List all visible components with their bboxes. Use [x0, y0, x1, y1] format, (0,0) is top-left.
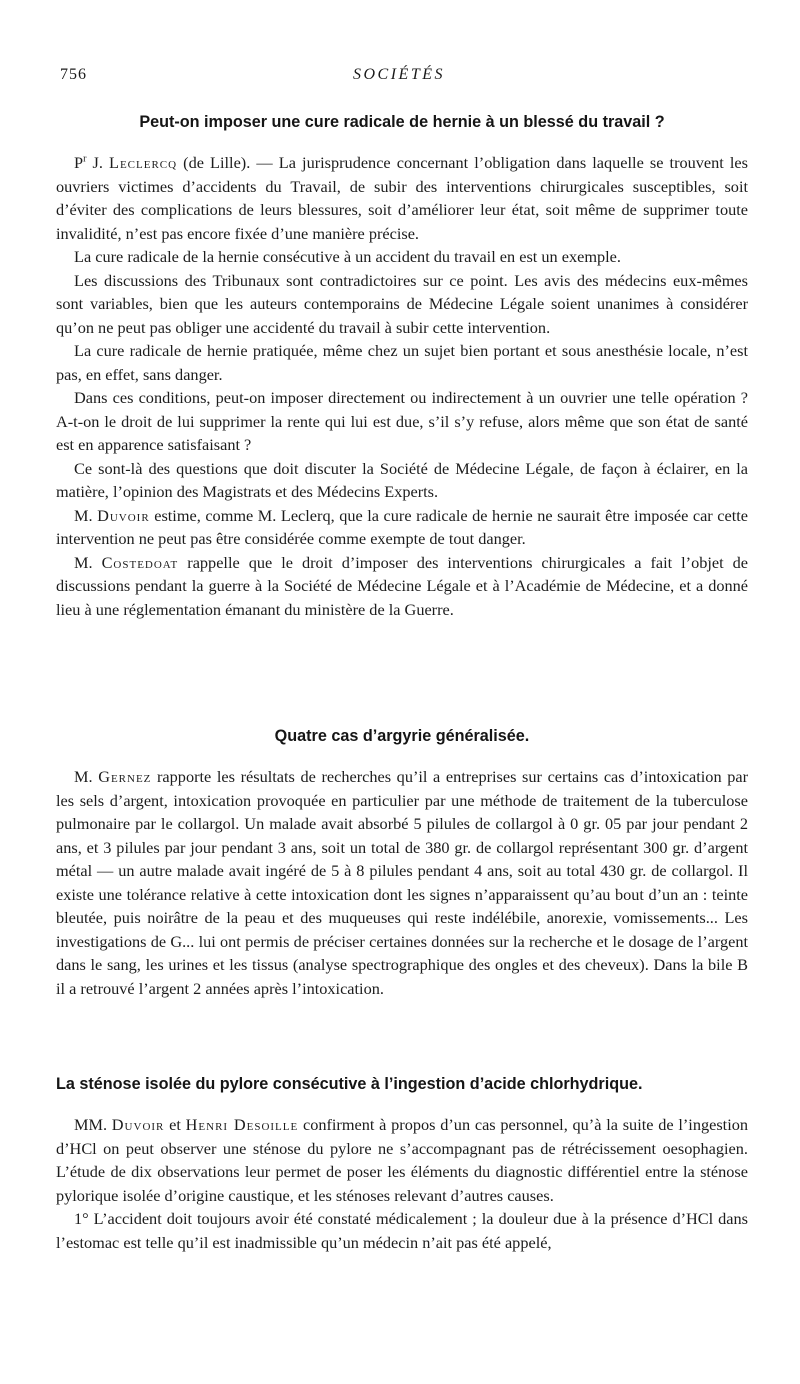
- section-argyrie: [56, 726, 748, 1000]
- paragraph: 1° L’accident doit toujours avoir été constaté médicalement ; la douleur due à la présence d’HCl dans l’estomac est telle qu’il est inadmissible qu’un médecin n’ait pas été appelé,: [56, 1209, 748, 1252]
- section-hernie: [56, 112, 748, 621]
- author-title: P: [74, 153, 84, 173]
- paragraph: La cure radicale de hernie pratiquée, même chez un sujet bien portant et sous anesthésie locale, n’est pas, en effet, sans danger.: [56, 341, 748, 384]
- section-title-stenose: La sténose isolée du pylore consécutive à l’ingestion d’acide chlorhydrique.: [56, 1075, 643, 1093]
- paragraph: Dans ces conditions, peut-on imposer directement ou indirectement à un ouvrier une telle opération ? A-t-on le droit de lui supprimer la rente qui lui est due, s’il s’y refuse, alors même que son état de santé est en apparence satisfaisant ?: [56, 388, 748, 455]
- paragraph: $P^r$ J. Leclercq (de Lille). — La jurisprudence concernant l’obligation dans laquelle se trouvent les ouvriers victimes d’accidents du Travail, de subir des interventions chirurgicales susceptibles, soit d’éviter des complications de leurs blessures, soit d’améliorer leur état, soit même de supprimer toute invalidité, n’est pas encore fixée d’une manière précise.: [56, 153, 748, 243]
- author-name: Duvoir: [97, 505, 150, 525]
- section-title-hernie: Peut-on imposer une cure radicale de hernie à un blessé du travail ?: [139, 113, 665, 131]
- paragraph: M. Duvoir estime, comme M. Leclerq, que la cure radicale de hernie ne saurait être imposée car cette intervention ne peut pas être considérée comme exempte de tout danger.: [56, 505, 748, 549]
- author-name: Gernez: [98, 767, 152, 787]
- author-name: Costedoat: [101, 552, 179, 572]
- page-number: 756: [60, 66, 87, 83]
- author-title-sup: r: [83, 153, 87, 165]
- author-name: Duvoir: [111, 1115, 165, 1135]
- section-stenose: [56, 1074, 748, 1254]
- paragraph: La cure radicale de la hernie consécutive à un accident du travail en est un exemple.: [74, 247, 621, 267]
- page-header: [60, 66, 738, 92]
- paragraph: M. Costedoat rappelle que le droit d’imposer des interventions chirurgicales a fait l’objet de discussions pendant la guerre à la Société de Médecine Légale et à l’Académie de Médecine, et a donné lieu à une réglementation émanant du ministère de la Guerre.: [56, 552, 749, 619]
- paragraph: Ce sont-là des questions que doit discuter la Société de Médecine Légale, de façon à éclairer, en la matière, l’opinion des Magistrats et des Médecins Experts.: [56, 458, 748, 502]
- author-name: Henri Desoille: [185, 1115, 299, 1135]
- author-name: Leclercq: [109, 153, 178, 173]
- paragraph: Les discussions des Tribunaux sont contradictoires sur ce point. Les avis des médecins eux-mêmes sont variables, bien que les auteurs contemporains de Médecine Légale soient unanimes à considérer qu’on ne peut pas obliger une accidenté du travail à subir cette intervention.: [56, 270, 748, 337]
- paragraph: M. Gernez rapporte les résultats de recherches qu’il a entreprises sur certains cas d’intoxication par les sels d’argent, intoxication provoquée en particulier par une méthode de traitement de la tuberculose pulmonaire par le collargol. Un malade avait absorbé 5 pilules de collargol à 0 gr. 05 par jour pendant 2 ans, et 3 pilules par jour pendant 3 ans, soit un total de 380 gr. de collargol représentant 300 gr. d’argent métal — un autre malade avait ingéré de 5 à 8 pilules pendant 4 ans, soit au total 430 gr. de collargol. Il existe une tolérance relative à cette intoxication dont les signes n’apparaissent qu’au bout d’un an : teinte bleutée, puis noirâtre de la peau et des muqueuses qui reste indélébile, anorexie, vomissements... Les investigations de G... lui ont permis de préciser certaines données sur la recherche et le dosage de l’argent dans le sang, les urines et les tissus (analyse spectrographique des ongles et des cheveux). Dans la bile B il a retrouvé l’argent 2 années après l’intoxication.: [56, 767, 748, 998]
- section-title-argyrie: Quatre cas d’argyrie généralisée.: [274, 727, 530, 745]
- paragraph: MM. Duvoir et Henri Desoille confirment à propos d’un cas personnel, qu’à la suite de l’ingestion d’HCl on peut observer une sténose du pylore ne s’accompagnant pas de rétrécissement oesophagien. L’étude de dix observations leur permet de poser les éléments du diagnostic différentiel entre la sténose pylorique isolée d’origine caustique, et les sténoses relevant d’autres causes.: [56, 1115, 749, 1205]
- running-title: SOCIÉTÉS: [353, 66, 445, 83]
